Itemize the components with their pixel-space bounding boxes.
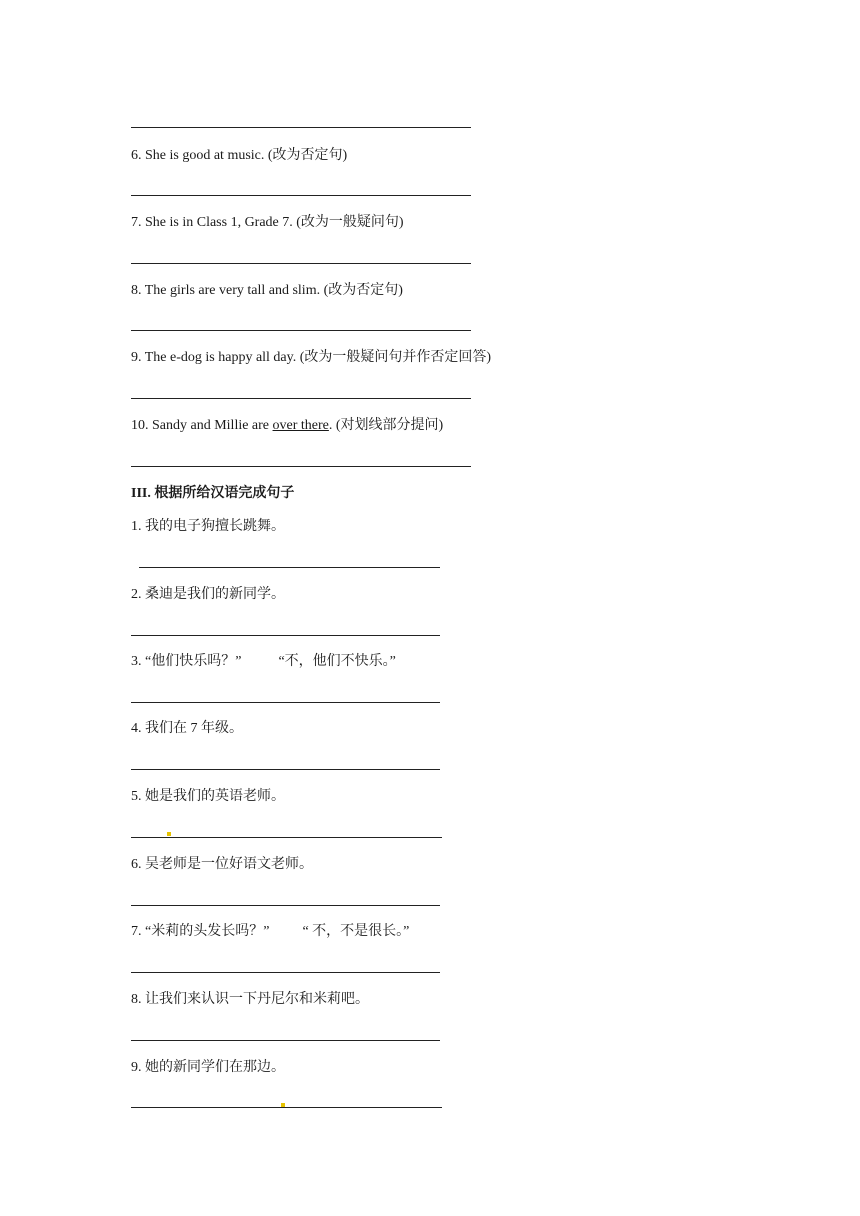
marker-dot (167, 832, 171, 836)
question-7 (131, 214, 404, 232)
period: . (328, 418, 333, 433)
answer-line[interactable] (131, 330, 471, 331)
translation-item-6 (131, 856, 313, 874)
translation-item-5 (131, 788, 285, 806)
item-number: 3. (131, 654, 142, 669)
answer-line[interactable] (131, 905, 440, 906)
question-6 (131, 147, 347, 165)
item-text: 让我们来认识一下丹尼尔和米莉吧。 (145, 992, 369, 1007)
question-number: 7. (131, 215, 142, 230)
translation-item-9 (131, 1059, 285, 1077)
question-number: 9. (131, 350, 142, 365)
dialogue-answer: “ 不，不是很长。” (302, 924, 410, 939)
question-number: 6. (131, 148, 142, 163)
item-text: 吴老师是一位好语文老师。 (145, 857, 313, 872)
question-text: The e-dog is happy all day. (144, 350, 297, 365)
question-instruction: (改为一般疑问句) (296, 215, 404, 230)
marker-dot (281, 1103, 285, 1107)
section-heading: III. 根据所给汉语完成句子 (131, 486, 295, 501)
translation-item-2 (131, 586, 285, 604)
item-number: 1. (131, 519, 142, 534)
answer-line[interactable] (131, 127, 471, 128)
item-number: 2. (131, 587, 142, 602)
question-text: The girls are very tall and slim. (144, 283, 321, 298)
translation-item-4 (131, 720, 243, 738)
answer-line[interactable] (131, 837, 442, 838)
dialogue-answer: “不，他们不快乐。” (278, 654, 396, 669)
item-text: 她的新同学们在那边。 (145, 1060, 285, 1075)
dialogue-question: “米莉的头发长吗？” (145, 924, 270, 939)
translation-item-1 (131, 518, 285, 536)
item-text: 她是我们的英语老师。 (145, 789, 285, 804)
answer-line[interactable] (131, 263, 471, 264)
question-number: 10. (131, 418, 149, 433)
item-number: 4. (131, 721, 142, 736)
question-number: 8. (131, 283, 142, 298)
item-number: 5. (131, 789, 142, 804)
answer-line[interactable] (131, 398, 471, 399)
question-10 (131, 417, 443, 435)
translation-item-7 (131, 923, 409, 941)
answer-line[interactable] (131, 1040, 440, 1041)
item-number: 8. (131, 992, 142, 1007)
question-instruction: (改为一般疑问句并作否定回答) (299, 350, 492, 365)
dialogue-question: “他们快乐吗？” (145, 654, 242, 669)
question-text: She is in Class 1, Grade 7. (145, 215, 293, 230)
item-text: 桑迪是我们的新同学。 (145, 587, 285, 602)
item-number: 9. (131, 1060, 142, 1075)
question-instruction: (改为否定句) (267, 148, 348, 163)
question-text: Sandy and Millie are (152, 418, 270, 433)
underlined-phrase: over there (272, 418, 329, 433)
question-instruction: (对划线部分提问) (335, 418, 444, 433)
item-number: 6. (131, 857, 142, 872)
question-instruction: (改为否定句) (323, 283, 403, 298)
item-number: 7. (131, 924, 142, 939)
answer-line[interactable] (139, 567, 440, 568)
translation-item-3 (131, 653, 396, 671)
question-text: She is good at music. (145, 148, 265, 163)
answer-line[interactable] (131, 635, 440, 636)
answer-line[interactable] (131, 195, 471, 196)
item-text: 我们在 7 年级。 (145, 721, 243, 736)
item-text: 我的电子狗擅长跳舞。 (145, 519, 285, 534)
answer-line[interactable] (131, 1107, 442, 1108)
answer-line[interactable] (131, 466, 471, 467)
answer-line[interactable] (131, 702, 440, 703)
answer-line[interactable] (131, 972, 440, 973)
answer-line[interactable] (131, 769, 440, 770)
question-9 (131, 349, 491, 367)
translation-item-8 (131, 991, 369, 1009)
question-8 (131, 282, 403, 300)
